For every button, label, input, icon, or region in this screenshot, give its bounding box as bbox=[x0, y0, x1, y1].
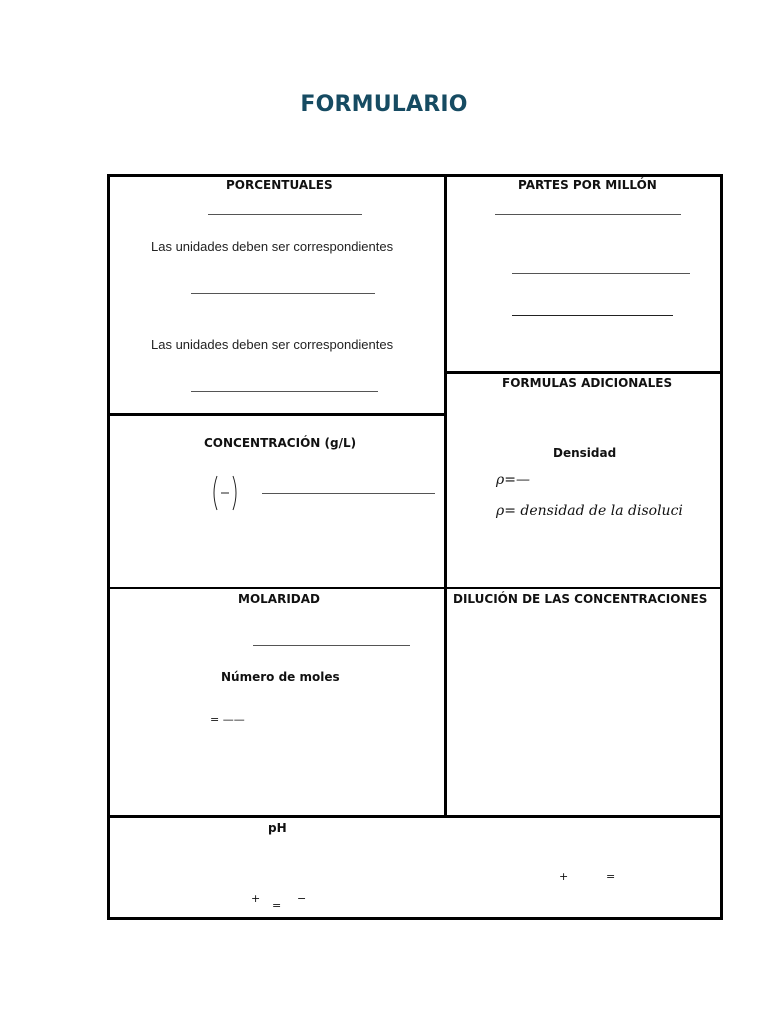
fraction-line bbox=[191, 391, 378, 392]
ph-plus-symbol: + bbox=[559, 870, 569, 883]
table-border-top bbox=[107, 174, 723, 177]
ph-minus-symbol: − bbox=[297, 892, 307, 905]
ph-heading: pH bbox=[268, 821, 287, 835]
table-divider-right-1 bbox=[444, 371, 723, 374]
table-border-left bbox=[107, 174, 110, 920]
densidad-subheading: Densidad bbox=[553, 446, 617, 460]
moles-formula: = —— bbox=[210, 713, 245, 726]
fraction-line bbox=[495, 214, 681, 215]
ph-equals-symbol: = bbox=[272, 899, 282, 912]
numero-de-moles-subheading: Número de moles bbox=[221, 670, 340, 684]
table-divider-row-3 bbox=[107, 815, 723, 818]
fraction-line bbox=[208, 214, 362, 215]
ph-plus-symbol: + bbox=[251, 892, 261, 905]
fraction-line bbox=[191, 293, 375, 294]
table-border-bottom bbox=[107, 917, 723, 920]
densidad-definition: ρ= densidad de la disoluci bbox=[496, 503, 683, 519]
porcentuales-heading: PORCENTUALES bbox=[226, 178, 333, 192]
table-divider-middle bbox=[444, 174, 447, 817]
dilucion-heading: DILUCIÓN DE LAS CONCENTRACIONES bbox=[453, 592, 708, 606]
porcentuales-note-2: Las unidades deben ser correspondientes bbox=[151, 337, 394, 352]
table-divider-row-2 bbox=[107, 587, 723, 589]
porcentuales-note-1: Las unidades deben ser correspondientes bbox=[151, 239, 394, 254]
table-divider-left-1 bbox=[107, 413, 446, 416]
fraction-line bbox=[512, 315, 673, 316]
fraction-line bbox=[262, 493, 435, 494]
page-title: FORMULARIO bbox=[300, 92, 468, 117]
densidad-formula: ρ=— bbox=[496, 472, 530, 488]
fraction-line bbox=[512, 273, 690, 274]
parenthesis-fraction bbox=[210, 474, 240, 512]
molaridad-heading: MOLARIDAD bbox=[238, 592, 320, 606]
formulas-adicionales-heading: FORMULAS ADICIONALES bbox=[502, 376, 673, 390]
concentracion-heading: CONCENTRACIÓN (g/L) bbox=[204, 436, 357, 450]
ppm-heading: PARTES POR MILLÓN bbox=[518, 178, 657, 192]
ph-equals-symbol: = bbox=[606, 870, 616, 883]
table-border-right bbox=[720, 174, 723, 920]
fraction-line bbox=[253, 645, 410, 646]
